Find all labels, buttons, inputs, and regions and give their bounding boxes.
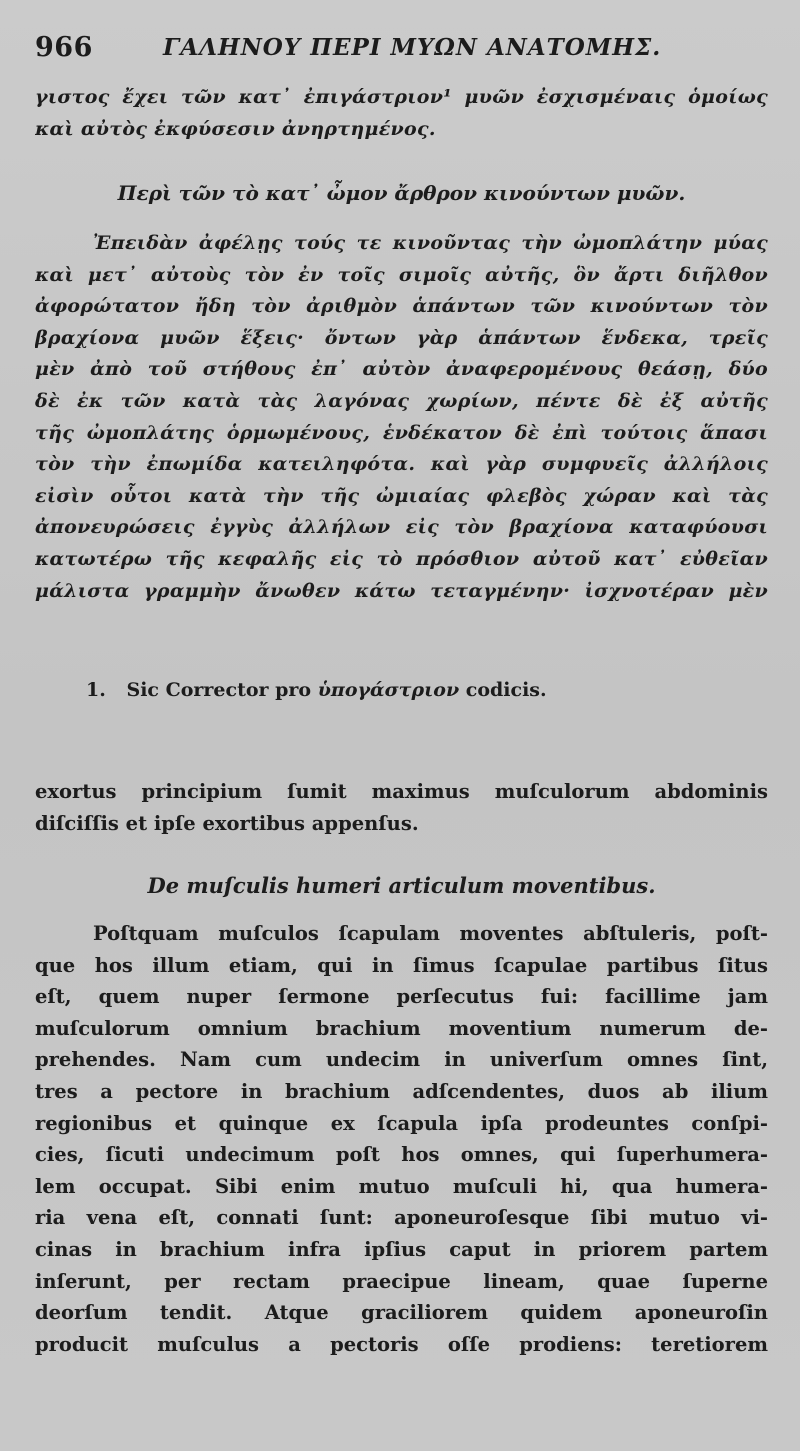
latin-line: prehendes. Nam cum undecim in univerſum omnes ſint, (35, 1048, 768, 1072)
footnote (86, 676, 547, 704)
greek-line: καὶ μετ᾽ αὐτοὺς τὸν ἐν τοῖς σιμοῖς αὐτῆς, ὃν ἄρτι διῆλθον (35, 263, 768, 286)
page-header (35, 28, 760, 68)
latin-line: muſculorum omnium brachium moventium numerum de- (35, 1016, 768, 1040)
latin-line: inſerunt, per rectam praecipue lineam, quae ſuperne (35, 1269, 768, 1293)
footnote-text: Sic Corrector pro (126, 679, 312, 701)
running-head: ΓΑΛΗΝΟΥ ΠΕΡΙ ΜΥΩΝ ΑΝΑΤΟΜΗΣ. (163, 34, 662, 61)
greek-line: εἰσὶν οὗτοι κατὰ τὴν τῆς ὠμιαίας φλεβὸς χώραν καὶ τὰς (35, 484, 768, 507)
greek-line: καὶ αὐτὸς ἐκφύσεσιν ἀνηρτημένος. (35, 117, 436, 140)
greek-line: δὲ ἐκ τῶν κατὰ τὰς λαγόνας χωρίων, πέντε δὲ ἐξ αὐτῆς (35, 389, 768, 412)
greek-line: Ἐπειδὰν ἀφέλῃς τούς τε κινοῦντας τὴν ὠμοπλάτην μύας (93, 232, 768, 254)
latin-line: diſciſſis et ipſe exortibus appenſus. (35, 811, 419, 835)
footnote-text-end: codicis. (465, 679, 547, 701)
greek-line: βραχίονα μυῶν ἕξεις· ὄντων γὰρ ἁπάντων ἕνδεκα, τρεῖς (35, 326, 768, 349)
latin-line: exortus principium ſumit maximus muſculorum abdominis (35, 780, 768, 803)
greek-line: τὸν τὴν ἐπωμίδα κατειληφότα. καὶ γὰρ συμφυεῖς ἀλλήλοις (35, 453, 768, 476)
greek-line: ἀφορώτατον ἤδη τὸν ἀριθμὸν ἁπάντων τῶν κινούντων τὸν (35, 295, 768, 318)
greek-line: μάλιστα γραμμὴν ἄνωθεν κάτω τεταγμένην· ἰσχνοτέραν μὲν (35, 579, 768, 602)
page-number: 966 (35, 32, 93, 63)
footnote-number: 1. (86, 679, 106, 701)
greek-line: μὲν ἀπὸ τοῦ στήθους ἐπ᾽ αὐτὸν ἀναφερομένους θεάσῃ, δύο (35, 358, 768, 381)
latin-line: que hos illum etiam, qui in ſimus ſcapulae partibus ſitus (35, 953, 768, 977)
latin-line: lem occupat. Sibi enim mutuo muſculi hi, qua humera- (35, 1174, 768, 1198)
greek-paragraph (35, 228, 768, 607)
latin-section-heading: De muſculis humeri articulum moventibus. (147, 873, 656, 898)
greek-section-heading: Περὶ τῶν τὸ κατ᾽ ὦμον ἄρθρον κινούντων μυῶν. (117, 181, 686, 205)
footnote-greek-word: ὑπογάστριον (317, 679, 460, 701)
latin-paragraph (35, 918, 768, 1360)
greek-line: κατωτέρω τῆς κεφαλῆς εἰς τὸ πρόσθιον αὐτοῦ κατ᾽ εὐθεῖαν (35, 547, 768, 570)
latin-line: cies, ſicuti undecimum poſt hos omnes, qui ſuperhumera- (35, 1143, 768, 1167)
latin-line: producit muſculus a pectoris oſſe prodiens: teretiorem (35, 1332, 768, 1356)
greek-line: γιστος ἔχει τῶν κατ᾽ ἐπιγάστριον¹ μυῶν ἐσχισμέναις ὁμοίως (35, 86, 768, 108)
latin-line: cinas in brachium infra ipſius caput in priorem partem (35, 1237, 768, 1261)
greek-continuation (35, 82, 768, 145)
greek-line: τῆς ὠμοπλάτης ὁρμωμένους, ἑνδέκατον δὲ ἐπὶ τούτοις ἅπασι (35, 421, 768, 444)
latin-line: tres a pectore in brachium adſcendentes, duos ab ilium (35, 1079, 768, 1103)
latin-line: eſt, quem nuper ſermone perſecutus fui: facillime jam (35, 985, 768, 1009)
greek-line: ἀπονευρώσεις ἐγγὺς ἀλλήλων εἰς τὸν βραχίονα καταφύουσι (35, 516, 768, 539)
latin-line: Poſtquam muſculos ſcapulam moventes abſtuleris, poſt- (93, 922, 768, 945)
latin-line: ria vena eſt, connati ſunt: aponeuroſesque ſibi mutuo vi- (35, 1206, 768, 1230)
latin-continuation (35, 776, 768, 839)
latin-line: regionibus et quinque ex ſcapula ipſa prodeuntes conſpi- (35, 1111, 768, 1135)
latin-line: deorſum tendit. Atque graciliorem quidem aponeuroſin (35, 1301, 768, 1325)
